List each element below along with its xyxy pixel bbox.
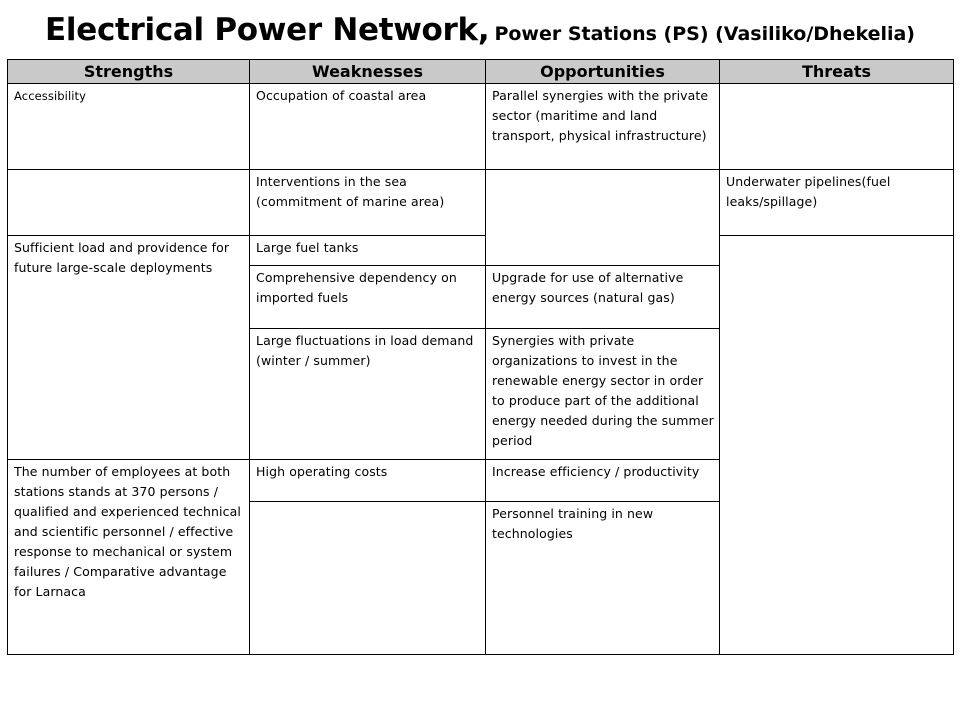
weakness-cell: Large fluctuations in load demand (winter / summer) <box>250 329 486 460</box>
opportunity-cell: Parallel synergies with the private sector (maritime and land transport, physical infrastructure) <box>486 84 720 170</box>
table-row <box>8 236 954 266</box>
header-row <box>8 60 954 84</box>
opportunity-cell: Increase efficiency / productivity <box>486 460 720 502</box>
weakness-cell: Large fuel tanks <box>250 236 486 266</box>
title-main: Electrical Power Network, <box>45 12 490 48</box>
threat-cell-empty <box>720 236 954 655</box>
opportunity-cell: Personnel training in new technologies <box>486 502 720 655</box>
header-strengths: Strengths <box>8 60 250 84</box>
title-subtitle: Power Stations (PS) (Vasiliko/Dhekelia) <box>494 23 915 45</box>
table-row <box>8 170 954 236</box>
weakness-cell-empty <box>250 502 486 655</box>
header-weaknesses: Weaknesses <box>250 60 486 84</box>
weakness-cell: High operating costs <box>250 460 486 502</box>
weakness-cell: Occupation of coastal area <box>250 84 486 170</box>
swot-table <box>7 59 954 655</box>
strength-cell: Accessibility <box>8 84 250 170</box>
weakness-cell: Interventions in the sea (commitment of marine area) <box>250 170 486 236</box>
strength-cell: Sufficient load and providence for future large-scale deployments <box>8 236 250 460</box>
opportunity-cell-empty <box>486 170 720 266</box>
threat-cell-empty <box>720 84 954 170</box>
strength-cell-empty <box>8 170 250 236</box>
strength-cell: The number of employees at both stations stands at 370 persons / qualified and experienced technical and scientific personnel / effective response to mechanical or system failures / Comparative advantage for Larnaca <box>8 460 250 655</box>
header-opportunities: Opportunities <box>486 60 720 84</box>
header-threats: Threats <box>720 60 954 84</box>
opportunity-cell: Upgrade for use of alternative energy sources (natural gas) <box>486 266 720 329</box>
opportunity-cell: Synergies with private organizations to invest in the renewable energy sector in order to produce part of the additional energy needed during the summer period <box>486 329 720 460</box>
weakness-cell: Comprehensive dependency on imported fuels <box>250 266 486 329</box>
page-title <box>0 8 960 57</box>
table-row <box>8 84 954 170</box>
threat-cell: Underwater pipelines(fuel leaks/spillage) <box>720 170 954 236</box>
